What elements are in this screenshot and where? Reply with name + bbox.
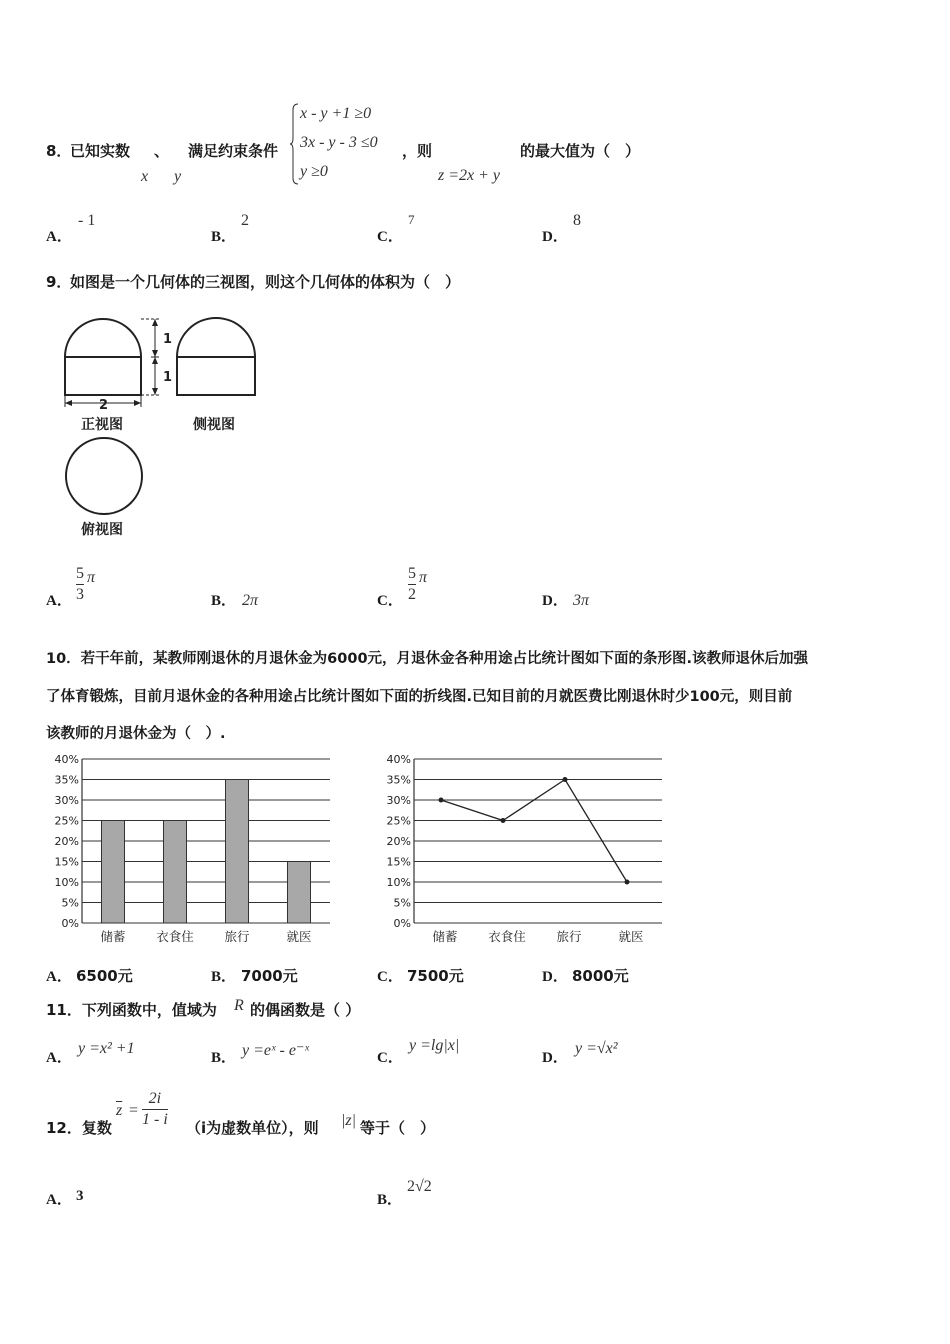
q11-R: R xyxy=(234,997,244,1014)
q10-option-a-label: A． xyxy=(46,969,72,985)
top-view-label: 俯视图 xyxy=(81,522,123,538)
bar-chart-ytick-label: 5% xyxy=(61,896,79,910)
q8-option-a-label: A． xyxy=(46,229,72,245)
top-view-circle xyxy=(66,438,142,514)
line-chart-point xyxy=(625,880,630,885)
line-chart-retirement-current xyxy=(372,748,672,948)
bar-chart-bar xyxy=(102,821,125,924)
q8-constraint-1: x - y +1 ≥0 xyxy=(300,105,372,122)
q12-fraction xyxy=(142,1090,168,1128)
q8-option-a-value: - 1 xyxy=(78,212,96,229)
q10-option-d-label: D． xyxy=(542,969,568,985)
line-chart-ytick-label: 40% xyxy=(386,753,411,766)
dim-width-label: 2 xyxy=(99,398,109,413)
bar-chart-xtick-label: 储蓄 xyxy=(100,929,126,944)
q10-line-3: 该教师的月退休金为（ ）. xyxy=(46,726,226,742)
line-chart-xtick-label: 储蓄 xyxy=(432,929,458,944)
q11-option-b-label: B． xyxy=(211,1050,237,1066)
q8-constraint-3: y ≥0 xyxy=(300,163,328,180)
q12-equals: = xyxy=(129,1102,139,1119)
line-chart-point xyxy=(501,818,506,823)
q10-line-1: 10．若干年前，某教师刚退休的月退休金为6000元，月退休金各种用途占比统计图如下面的条形图.该教师退休后加强 xyxy=(46,651,809,667)
q8-option-d-value: 8 xyxy=(573,212,581,229)
line-chart-ytick-label: 0% xyxy=(393,917,411,930)
q8-brace xyxy=(290,102,300,186)
line-chart-ytick-label: 35% xyxy=(386,773,411,787)
line-chart-ytick-label: 25% xyxy=(386,814,411,828)
q11-option-d-value: y =√x² xyxy=(575,1040,618,1057)
bar-chart-retirement-initial xyxy=(40,748,340,948)
q8-objective: z =2x + y xyxy=(438,167,501,184)
q10-line-2: 了体育锻炼，目前月退休金的各种用途占比统计图如下面的折线图.已知目前的月就医费比刚退休时少100元，则目前 xyxy=(46,689,793,705)
q12-stem-c: 等于（ ） xyxy=(360,1119,436,1137)
q12-numerator: 2i xyxy=(148,1090,162,1107)
q11-stem-a: 11．下列函数中，值域为 xyxy=(46,1001,217,1019)
bar-chart-ytick-label: 20% xyxy=(54,835,79,848)
dim-top-label: 1 xyxy=(163,332,173,347)
q12-zbar: $\overline{z}$ xyxy=(116,1102,123,1119)
q8-constraint-2: 3x - y - 3 ≤0 xyxy=(300,134,378,151)
q12-stem-b: （i为虚数单位），则 xyxy=(186,1119,319,1137)
q9-number: 9． xyxy=(46,273,72,291)
q12-option-b-value: 2√2 xyxy=(407,1178,432,1195)
q11-option-c-label: C． xyxy=(377,1050,403,1066)
dim-bottom-label: 1 xyxy=(163,370,173,385)
bar-chart-xtick-label: 就医 xyxy=(286,929,312,944)
line-chart-point xyxy=(563,777,568,782)
q11-option-a-label: A． xyxy=(46,1050,72,1066)
line-chart-ytick-label: 5% xyxy=(393,896,411,910)
line-chart-point xyxy=(439,798,444,803)
q11-option-d-label: D． xyxy=(542,1050,568,1066)
bar-chart-ytick-label: 15% xyxy=(54,855,79,869)
q8-then: ，则 xyxy=(402,142,433,160)
side-view-label: 侧视图 xyxy=(193,417,235,433)
side-view-base xyxy=(177,357,255,395)
bar-chart-ytick-label: 30% xyxy=(54,794,79,807)
q8-option-b-value: 2 xyxy=(241,212,249,229)
front-view-dome xyxy=(65,319,141,357)
bar-chart-bar xyxy=(288,862,311,924)
q9-stem: 如图是一个几何体的三视图，则这个几何体的体积为（ ） xyxy=(70,273,461,291)
q8-option-c-value: 7 xyxy=(408,212,415,227)
q9-option-c-den: 2 xyxy=(408,586,416,603)
q9-option-c-fraction xyxy=(408,566,416,603)
q8-number: 8． xyxy=(46,142,72,160)
line-chart-ytick-label: 30% xyxy=(386,794,411,807)
q12-stem-a: 12．复数 xyxy=(46,1119,112,1137)
q8-var-x: x xyxy=(141,168,149,185)
q12-denominator: 1 - i xyxy=(142,1111,168,1128)
q8-var-y: y xyxy=(174,168,182,185)
q9-option-d-label: D． xyxy=(542,593,568,609)
line-chart-ytick-label: 10% xyxy=(386,876,411,889)
q10-option-c-value: 7500元 xyxy=(407,967,464,985)
q9-option-a-num: 5 xyxy=(76,565,84,582)
bar-chart-bar xyxy=(164,821,187,924)
q8-option-c-label: C． xyxy=(377,229,403,245)
q9-option-a-fraction xyxy=(76,566,84,603)
q9-option-a-pi: π xyxy=(87,568,96,586)
bar-chart-xtick-label: 旅行 xyxy=(224,929,250,944)
q10-option-d-value: 8000元 xyxy=(572,967,629,985)
q9-option-a-label: A． xyxy=(46,593,72,609)
bar-chart-ytick-label: 35% xyxy=(54,773,79,787)
bar-chart-bar xyxy=(226,780,249,924)
bar-chart-ytick-label: 40% xyxy=(54,753,79,766)
q10-option-c-label: C． xyxy=(377,969,403,985)
q9-option-c-num: 5 xyxy=(408,565,416,582)
q9-option-c-value xyxy=(408,566,427,603)
q8-separator: 、 xyxy=(154,142,170,160)
line-chart-ytick-label: 20% xyxy=(386,835,411,848)
line-chart-series-line xyxy=(441,780,627,883)
q9-option-c-pi: π xyxy=(419,568,428,586)
q11-option-a-value: y =x² +1 xyxy=(78,1040,135,1057)
q10-option-b-value: 7000元 xyxy=(241,967,298,985)
line-chart-xtick-label: 就医 xyxy=(618,929,644,944)
q9-option-c-label: C． xyxy=(377,593,403,609)
bar-chart-ytick-label: 10% xyxy=(54,876,79,889)
q11-option-b-value: y =eˣ - e⁻ˣ xyxy=(242,1042,309,1059)
q10-option-b-label: B． xyxy=(211,969,237,985)
line-chart-ytick-label: 15% xyxy=(386,855,411,869)
q9-option-b-label: B． xyxy=(211,593,237,609)
line-chart-xtick-label: 旅行 xyxy=(556,929,582,944)
q11-option-c-value: y =lg|x| xyxy=(409,1037,460,1054)
q8-option-b-label: B． xyxy=(211,229,237,245)
line-chart-xtick-label: 衣食住 xyxy=(488,929,526,944)
q9-option-a-value xyxy=(76,566,95,603)
q10-option-a-value: 6500元 xyxy=(76,967,133,985)
q9-option-a-den: 3 xyxy=(76,586,84,603)
front-view-label: 正视图 xyxy=(81,417,123,433)
front-view-base xyxy=(65,357,141,395)
q9-option-d-value: 3π xyxy=(573,592,590,609)
q9-option-b-value: 2π xyxy=(242,592,259,609)
q8-stem-end: 的最大值为（ ） xyxy=(520,142,641,160)
bar-chart-xtick-label: 衣食住 xyxy=(156,929,194,944)
side-view-dome xyxy=(177,318,255,357)
bar-chart-ytick-label: 25% xyxy=(54,814,79,828)
q8-stem-a: 已知实数 xyxy=(70,142,131,160)
q12-option-a-label: A． xyxy=(46,1192,72,1208)
bar-chart-ytick-label: 0% xyxy=(61,917,79,930)
three-view-figure xyxy=(55,305,285,545)
q8-option-d-label: D． xyxy=(542,229,568,245)
q11-stem-b: 的偶函数是（ ） xyxy=(250,1001,361,1019)
q12-option-a-value: 3 xyxy=(76,1188,84,1204)
q8-stem-b: 满足约束条件 xyxy=(188,142,279,160)
q12-option-b-label: B． xyxy=(377,1192,403,1208)
q12-absz: |z| xyxy=(341,1112,357,1129)
